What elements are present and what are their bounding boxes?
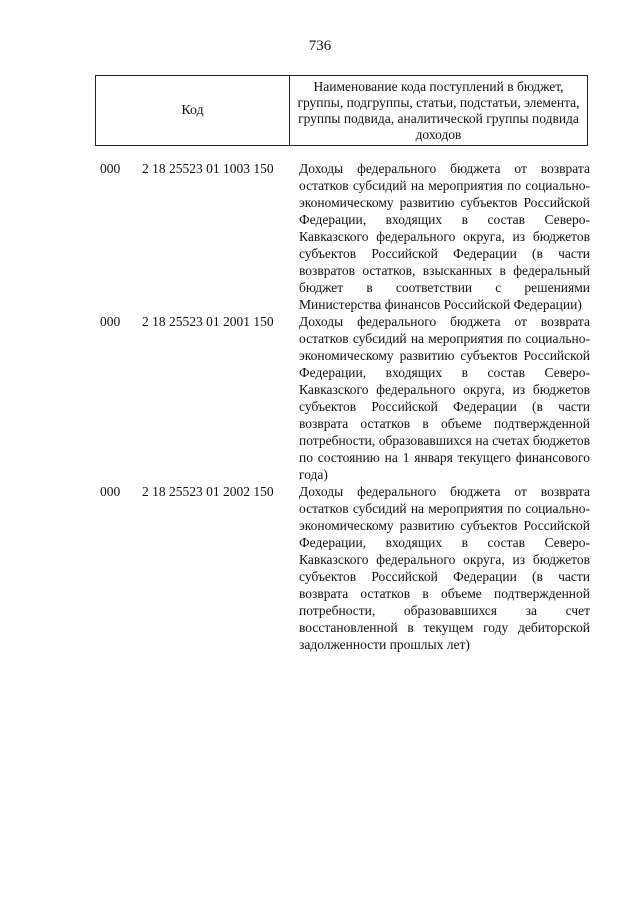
name-column-header: Наименование кода поступлений в бюджет, группы, подгруппы, статьи, подстатьи, элемента, группы подвида, аналитической группы подвида доходов [297,78,580,142]
revenue-description: Доходы федерального бюджета от возврата остатков субсидий на мероприятия по социально-экономическому развитию субъектов Российской Федерации, входящих в состав Северо-Кавказского федерального округа, из бюджетов субъектов Российской Федерации (в части возвратов остатков, взысканных в федеральный бюджет в соответствии с решениями Министерства финансов Российской Федерации) [299,161,590,312]
revenue-code: 2 18 25523 01 1003 150 [142,161,274,176]
admin-code: 000 [100,161,121,176]
admin-code: 000 [100,314,121,329]
admin-code: 000 [100,484,121,499]
revenue-code: 2 18 25523 01 2002 150 [142,484,274,499]
code-column-header: Код [96,76,290,145]
table-row [100,313,590,483]
revenue-description: Доходы федерального бюджета от возврата остатков субсидий на мероприятия по социально-экономическому развитию субъектов Российской Федерации, входящих в состав Северо-Кавказского федерального округа, из бюджетов субъектов Российской Федерации (в части возврата остатков в объеме подтвержденной потребности, образовавшихся за счет восстановленной в текущем году дебиторской задолженности прошлых лет) [299,484,590,652]
page-number: 736 [308,38,332,54]
table-row [100,160,590,313]
table-header [95,75,588,146]
entries-list [100,160,590,653]
table-row [100,483,590,653]
revenue-code: 2 18 25523 01 2001 150 [142,314,274,329]
revenue-description: Доходы федерального бюджета от возврата остатков субсидий на мероприятия по социально-экономическому развитию субъектов Российской Федерации, входящих в состав Северо-Кавказского федерального округа, из бюджетов субъектов Российской Федерации (в части возврата остатков в объеме подтвержденной потребности, образовавшихся на счетах бюджетов по состоянию на 1 января текущего финансового года) [299,314,590,482]
